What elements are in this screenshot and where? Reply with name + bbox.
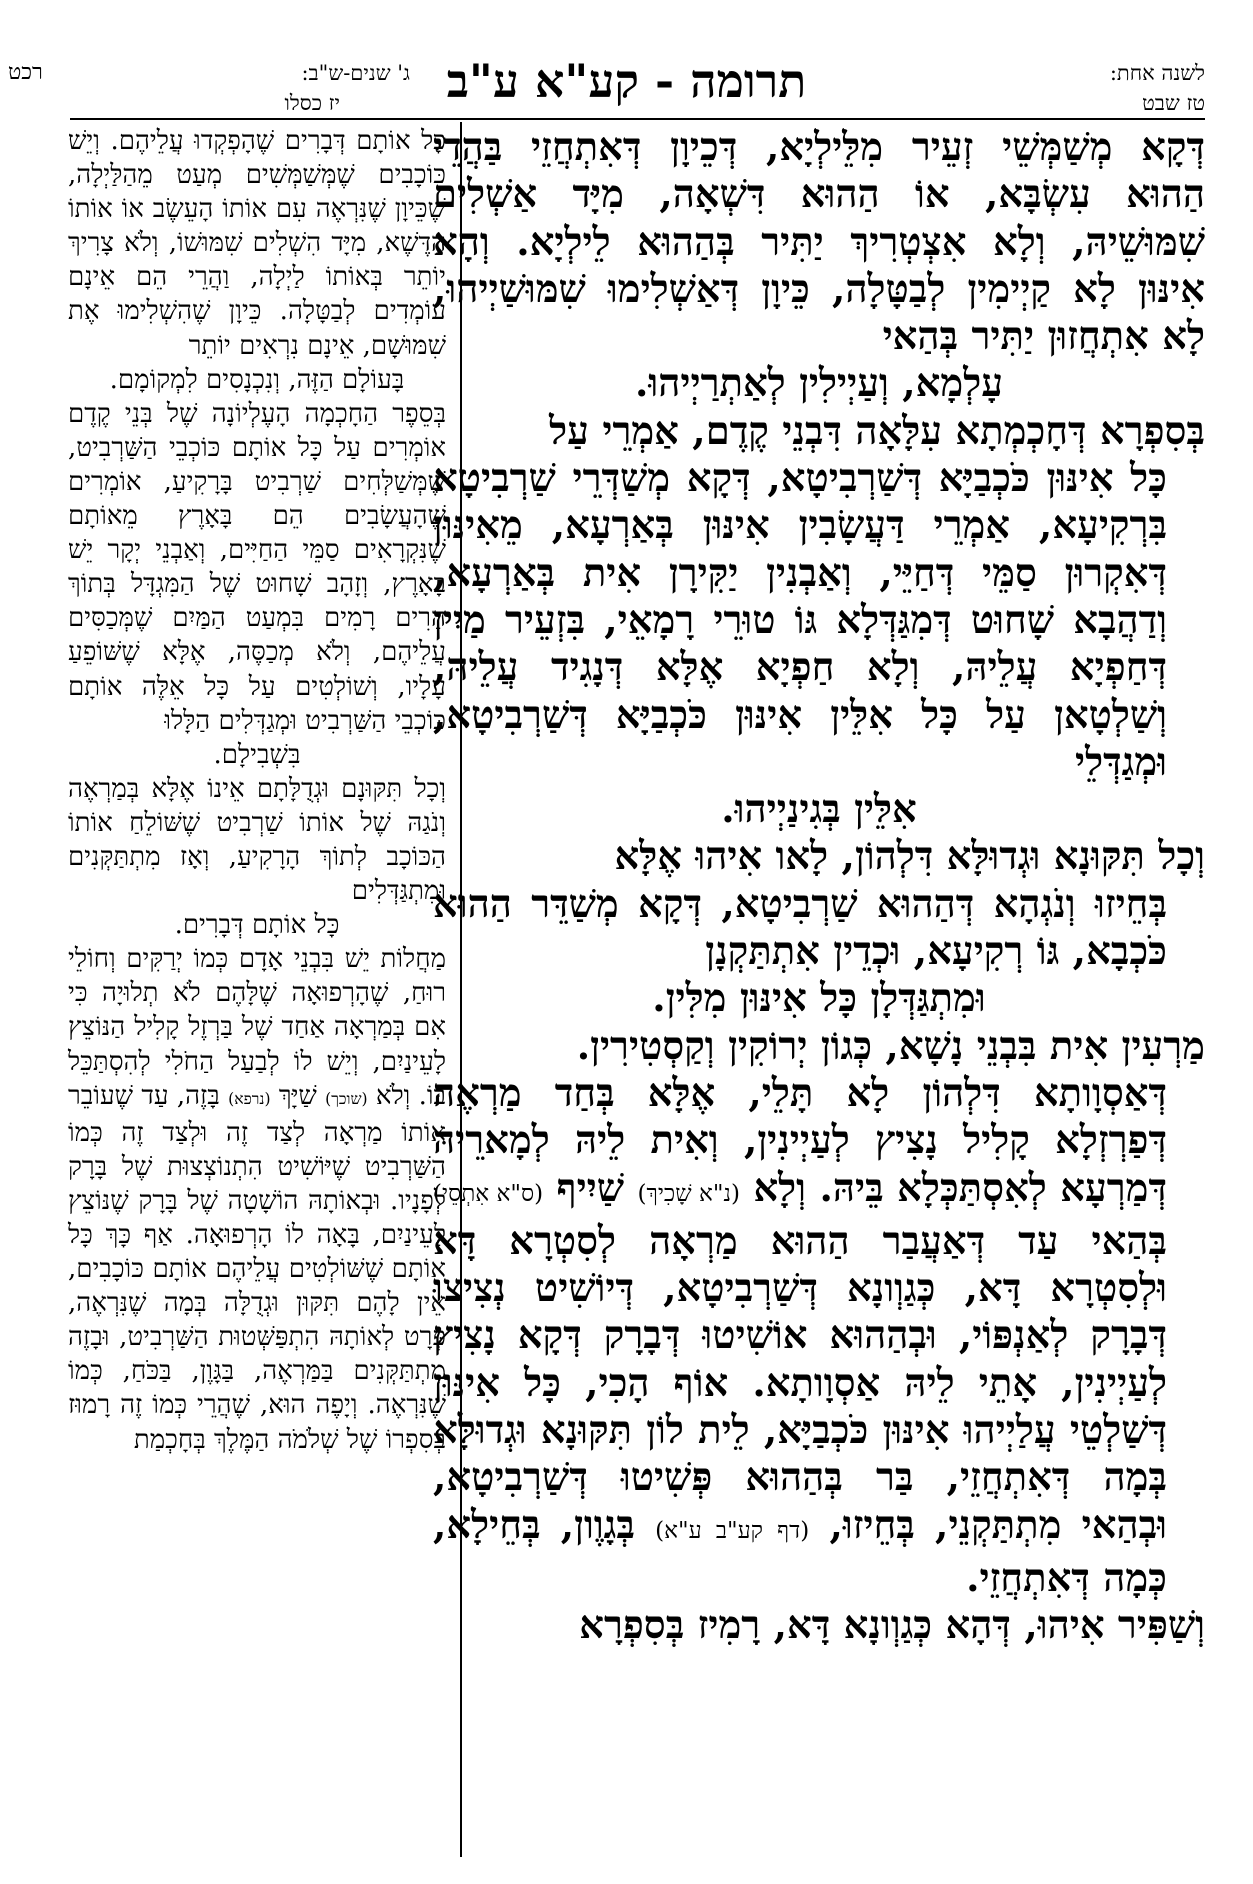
- translation-column: [68, 124, 446, 1457]
- main-text-run: בְּהַאי עַד דְּאַעֲבַר הַהוּא מַרְאָה לְסִטְרָא דָּא וּלְסִטְרָא דָּא, כְּגַוְונָא דְּשַׁרְבִיטָא, דְּיוֹשִׁיט נְצִיצוּ דְּבָרָק לְאַנְפּוֹי, וּבְהַהוּא אוֹשִׁיטוּ דְּבָרָק דְּקָא נָצִיץ לְעַיְינִין, אָתֵי לֵיהּ אַסְוָותָא. אוֹף הָכִי, כָּל אִינּוּן דְּשַׁלְטֵי עֲלַיְיהוּ אִינּוּן כֹּכְבַיָּא, לֵית לוֹן תִּקּוּנָא וּגְדוּלָּא בְּמָה דְּאִתְחֲזֵי, בַּר בְּהַהוּא פְּשִׁיטוּ דְּשַׁרְבִיטָא, וּבְהַאי מִתְתַּקְנֵי, בְּחֵיזוּ,: [433, 1218, 1168, 1548]
- variant-reading-note: (ס"א אִתְסֵי): [433, 1180, 544, 1207]
- translation-paragraph: בְּסֵפֶר הַחָכְמָה הָעֶלְיוֹנָה שֶׁל בְּנֵי קֶדֶם אוֹמְרִים עַל כָּל אוֹתָם כּוֹכְבֵי הַשַּׁרְבִיט, שֶׁמְּשַׁלְּחִים שַׁרְבִיט בָּרָקִיעַ, אוֹמְרִים שֶׁהָעֲשָׂבִים הֵם בָּאָרֶץ מֵאוֹתָם שֶׁנִּקְרָאִים סַמֵּי הַחַיִּים, וְאַבְנֵי יְקָר יֵשׁ בָּאָרֶץ, וְזָהָב שָׁחוּט שֶׁל הַמִּגְדָּל בְּתוֹךְ הָרִים רָמִים בִּמְעַט הַמַּיִם שֶׁמְּכַסִּים עֲלֵיהֶם, וְלֹא מְכַסֶּה, אֶלָּא שֶׁשּׁוֹפֵעַ עָלָיו, וְשׁוֹלְטִים עַל כָּל אֵלֶּה אוֹתָם כּוֹכְבֵי הַשַּׁרְבִיט וּמְגַדְּלִים הַלָּלוּ: [68, 398, 446, 736]
- translation-paragraph: וְכָל תִּקּוּנָם וּגְדֻלָּתָם אֵינוֹ אֶלָּא בְּמַרְאֶה וְנֹגַהּ שֶׁל אוֹתוֹ שַׁרְבִיט שֶׁשּׁוֹלֵחַ אוֹתוֹ הַכּוֹכָב לְתוֹךְ הָרָקִיעַ, וְאָז מִתְתַּקְּנִים וּמִתְגַּדְּלִים: [68, 773, 446, 907]
- study-schedule-three-years: ג' שנים-ש"ב:: [301, 61, 410, 85]
- page-title: תרומה - קע"א ע"ב: [446, 54, 807, 108]
- main-paragraph: דְּקָא מְשַׁמְּשֵׁי זְעֵיר מִלֵּילְיָא, דְּכֵיוָן דְּאִתְחֲזֵי בַּהֲדֵי הַהוּא עִשְׂבָּא, אוֹ הַהוּא דִּשְׁאָה, מִיָּד אַשְׁלִים שִׁמּוּשֵׁיהּ, וְלָא אִצְטְרִיךְ יַתִּיר בְּהַהוּא לֵילְיָא. וְהָא אִינּוּן לָא קַיְימִין לְבַטָּלָה, כֵּיוָן דְּאַשְׁלִימוּ שִׁמּוּשַׁיְיהוּ, לָא אִתְחֲזוּן יַתִּיר בְּהַאי: [433, 125, 1205, 360]
- main-paragraph: [433, 1070, 1205, 1602]
- variant-reading-note: (נ"א שָׁכִיךְ): [637, 1180, 740, 1207]
- main-text-run: דְּאַסְוָותָא דִּלְהוֹן לָא תָּלֵי, אֶלָּא בְּחַד מַרְאֶה דְּפַרְזְלָא קָלִיל נָצִיץ לְעַיְינִין, וְאִית לֵיהּ לְמָארֵיהּ דְּמַרְעָא לְאִסְתַּכְּלָא בֵּיהּ. וְלָא: [433, 1070, 1168, 1211]
- translation-paragraph-end: כָּל אוֹתָם דְּבָרִים.: [174, 910, 340, 941]
- main-paragraph: וְשַׁפִּיר אִיהוּ, דְּהָא כְּגַוְונָא דָּא, רָמִיז בְּסִפְרָא: [579, 1603, 1205, 1649]
- main-paragraph: וְכָל תִּקּוּנָא וּגְדוּלָּא דִּלְהוֹן, לָאו אִיהוּ אֶלָּא: [614, 834, 1205, 880]
- header-rule: [70, 118, 1205, 120]
- main-paragraph: בְּחֵיזוּ וְנֹגְהָא דְּהַהוּא שַׁרְבִיטָא, דְּקָא מְשַׁדֵּר הַהוּא כֹּכְבָא, גּוֹ רְקִיעָא, וּכְדֵין אִתְתַּקְנָן: [433, 881, 1167, 975]
- main-paragraph-end: וּמִתְגַּדְּלָן כָּל אִינּוּן מִלִּין.: [652, 976, 986, 1022]
- main-paragraph: כָּל אִינּוּן כֹּכְבַיָּא דְּשַׁרְבִיטָא, דְּקָא מְשַׁדְּרֵי שַׁרְבִיטָא בִּרְקִיעָא, אַמְרֵי דַּעֲשָׂבִין אִינּוּן בְּאַרְעָא, מֵאִינּוּן דְּאִקְרוּן סַמֵּי דְּחַיֵּי, וְאַבְנִין יַקִּירָן אִית בְּאַרְעָא, וְדַהֲבָא שָׁחוּט דְּמִגַּדְּלָא גּוֹ טוּרֵי רָמָאֵי, בִּזְעֵיר מַיִין דְּחַפְיָא עֲלֵיהּ, וְלָא חַפְיָא אֶלָּא דְּנָגִיד עֲלֵיהּ, וְשַׁלְטָאן עַל כָּל אִלֵּין אִינּוּן כֹּכְבַיָּא דְּשַׁרְבִיטָא, וּמְגַדְּלֵי: [433, 456, 1167, 785]
- translation-paragraph-end: בָּעוֹלָם הַזֶּה, וְנִכְנָסִים לִמְקוֹמָם.: [109, 364, 405, 395]
- translation-paragraph-end: בִּשְׁבִילָם.: [213, 739, 301, 770]
- study-date-three-years: יז כסלו: [284, 91, 340, 115]
- translation-text-run: מַחֲלוֹת יֵשׁ בִּבְנֵי אָדָם כְּמוֹ יְרַקִּים וְחוֹלֵי רוּחַ, שֶׁהָרְפוּאָה שֶׁלָּהֶם לֹא תְלוּיָה כִּי אִם בְּמַרְאָה אַחַד שֶׁל בַּרְזֶל קָלִיל הַנּוֹצֵץ לָעֵינַיִם, וְיֵשׁ לוֹ לְבַעַל הַחֹלִי לְהִסְתַּכֵּל בּוֹ. וְלֹא: [68, 944, 447, 1111]
- translation-paragraph: [68, 942, 446, 1456]
- variant-reading-note: (שוכך): [325, 1089, 368, 1108]
- translation-paragraph: כָּל אוֹתָם דְּבָרִים שֶׁהָפְקְדוּ עֲלֵיהֶם. וְיֵשׁ כּוֹכָבִים שֶׁמְּשַׁמְּשִׁים מְעַט מֵהַלַּיְלָה, שֶׁכֵּיוָן שֶׁנִּרְאֶה עִם אוֹתוֹ הָעֵשֶׂב אוֹ אוֹתוֹ הַדֶּשֶׁא, מִיָּד הִשְׁלִים שִׁמּוּשׁוֹ, וְלֹא צָרִיךְ יוֹתֵר בְּאוֹתוֹ לַיְלָה, וַהֲרֵי הֵם אֵינָם עוֹמְדִים לְבַטָּלָה. כֵּיוָן שֶׁהִשְׁלִימוּ אֶת שִׁמּוּשָׁם, אֵינָם נִרְאִים יוֹתֵר: [68, 126, 446, 361]
- study-schedule-one-year: לשנה אחת:: [1109, 61, 1205, 85]
- main-paragraph-end: אִלֵּין בְּגִינַיְיהוּ.: [721, 787, 917, 833]
- study-date-one-year: טז שבט: [1142, 91, 1205, 115]
- main-text-run: שַׁיִיף: [556, 1165, 625, 1211]
- main-paragraph-end: עָלְמָא, וְעַיְילִין לְאַתְרַיְיהוּ.: [634, 361, 1003, 407]
- main-paragraph: בְּסִפְרָא דְּחָכְמְתָא עִלָּאָה דִּבְנֵי קֶדֶם, אַמְרֵי עַל: [549, 408, 1205, 454]
- page-number: רכט: [8, 60, 43, 85]
- main-paragraph: מַרְעִין אִית בִּבְנֵי נָשָׁא, כְּגוֹן יְרוֹקִין וְקַסְטִירִין.: [576, 1023, 1205, 1069]
- main-text-column: [433, 124, 1205, 1650]
- folio-reference: (דף קע"ב ע"א): [655, 1517, 810, 1544]
- variant-reading-note: (נרפא): [228, 1089, 271, 1108]
- translation-text-run: בָּזֶה, עַד שֶׁעוֹבֵר אוֹתוֹ מַרְאָה לְצַד זֶה וּלְצַד זֶה כְּמוֹ הַשַּׁרְבִיט שֶׁיּוֹשִׁיט הִתְנוֹצְצוּת שֶׁל בָּרָק לְפָנָיו. וּבְאוֹתָהּ הוֹשָׁטָה שֶׁל בָּרָק שֶׁנּוֹצֵץ לָעֵינַיִם, בָּאָה לוֹ הָרְפוּאָה. אַף כָּךְ כָּל אוֹתָם שֶׁשּׁוֹלְטִים עֲלֵיהֶם אוֹתָם כּוֹכָבִים, אֵין לָהֶם תִּקּוּן וּגְדֻלָּה בְּמָה שֶׁנִּרְאֶה, פְּרָט לְאוֹתָהּ הִתְפַּשְּׁטוּת הַשַּׁרְבִיט, וּבָזֶה מִתְתַּקְּנִים בַּמַּרְאֶה, בַּגָּוֶן, בַּכֹּחַ, כְּמוֹ שֶׁנִּרְאֶה. וְיָפֶה הוּא, שֶׁהֲרֵי כְּמוֹ זֶה רָמוּז בְּסִפְרוֹ שֶׁל שְׁלֹמֹה הַמֶּלֶךְ בְּחָכְמַת: [68, 1080, 446, 1455]
- translation-text-run: שַׁיָּךְ: [278, 1080, 317, 1111]
- main-text-run: בְּגָוֶון, בְּחֵילָא, כְּמָה דְּאִתְחֲזֵי.: [433, 1502, 1167, 1601]
